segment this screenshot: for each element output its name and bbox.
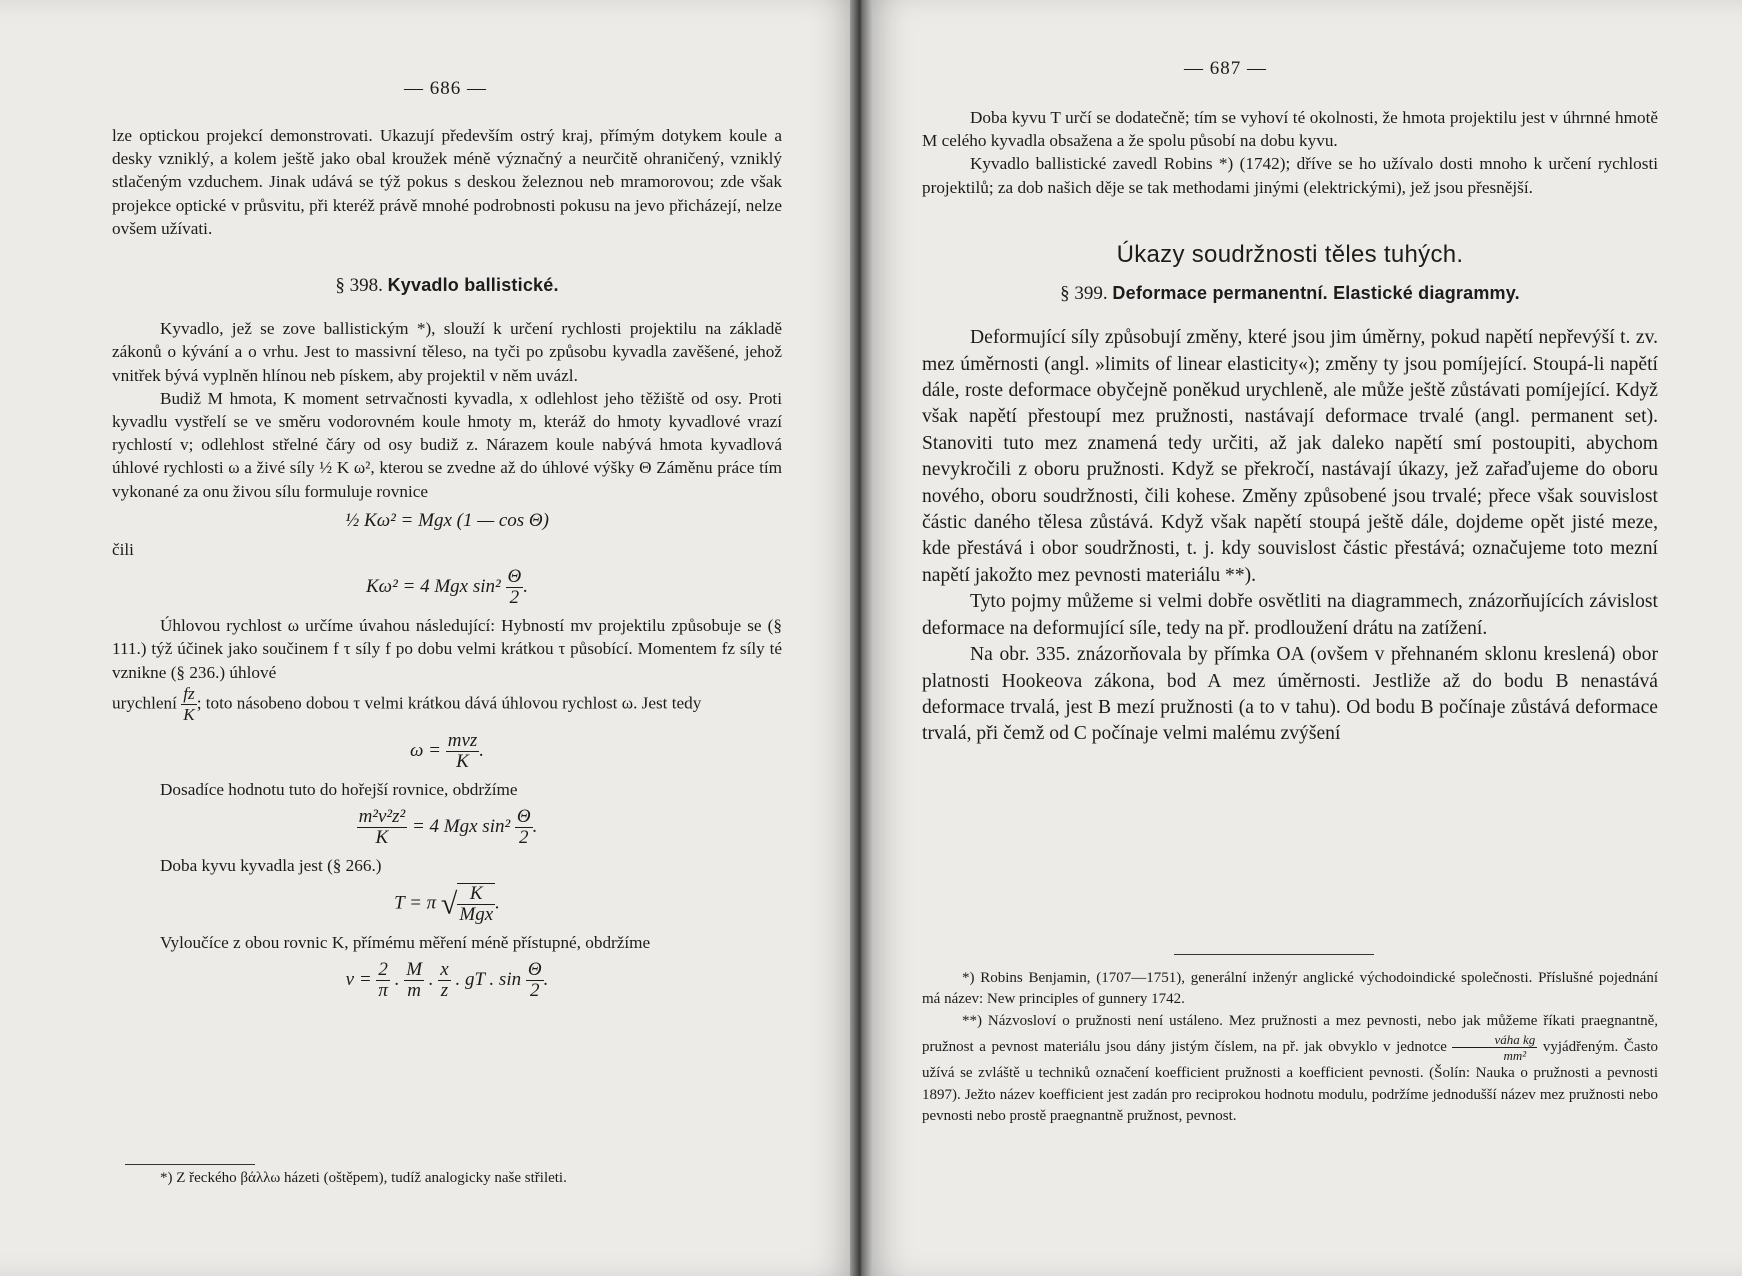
denominator: K xyxy=(183,704,195,724)
eq-part: v = xyxy=(345,969,372,991)
fraction xyxy=(457,884,495,925)
right-page xyxy=(862,0,1742,1276)
equation: $\frac{\text{m²v²z²}}{K}$ = 4 Mgx sin² $\frac{\Theta}{2}$ . xyxy=(358,806,538,849)
footnote: *) Z řeckého βάλλω házeti (oštěpem), tudíž analogicky naše střileti. xyxy=(160,1170,567,1186)
denominator: 2 xyxy=(509,587,520,609)
paragraph: Tyto pojmy můžeme si velmi dobře osvětliti na diagrammech, znázorňujících závislost deformace na deformující síle, tedy na př. prodloužení drátu na zatížení. xyxy=(922,591,1658,639)
denominator: π xyxy=(378,980,388,1002)
footnote-rule xyxy=(125,1164,255,1165)
section-number: § 399. xyxy=(1060,283,1108,305)
equation: ½ Kω² = Mgx (1 — cos Θ) xyxy=(345,509,549,531)
numerator: Θ xyxy=(516,806,531,828)
body-text xyxy=(922,325,1658,748)
fraction xyxy=(1452,1032,1537,1063)
numerator: x xyxy=(440,959,449,981)
footnote xyxy=(922,1011,1658,1128)
book-gutter xyxy=(850,0,872,1276)
fraction xyxy=(404,960,424,1001)
right-text-column xyxy=(922,106,1658,748)
fraction xyxy=(438,960,450,1001)
footnotes xyxy=(922,968,1658,1127)
numerator: fz xyxy=(183,683,195,703)
paragraph: Kyvadlo ballistické zavedl Robins *) (1742); dříve se ho užívalo dosti mnoho k určení rychlosti projektilů; za dob našich děje se tak methodami jinými (elektrickými), jež jsou přesnější. xyxy=(922,154,1658,197)
footnote: *) Robins Benjamin, (1707—1751), generální inženýr anglické východoindické společnosti. Příslušné pojednání má název: New principles of gunnery 1742. xyxy=(922,970,1658,1008)
denominator: m xyxy=(407,980,421,1002)
paragraph: Vyloučíce z obou rovnic K, přímému měření méně přístupné, obdržíme xyxy=(160,933,651,953)
denominator: z xyxy=(440,980,449,1002)
paragraph: Úhlovou rychlost ω určíme úvahou následující: Hybností mv projektilu způsobuje se (§ 111.) týž účinek jako součinem f τ síly f po dobu velmi krátkou τ působící. Momentem fz síly té vznikne (§ 236.) úhlové xyxy=(112,616,782,682)
paragraph: Kyvadlo, jež se zove ballistickým *), slouží k určení rychlosti projektilu na základě zákonů o kývání a o vrhu. Jest to massivní těleso, na tyči po způsobu kyvadla zavěšené, jehož vnitřek bývá vyplněn hlínou neb pískem, aby projektil v něm uvázl. xyxy=(112,319,782,385)
numerator: mvz xyxy=(447,729,478,751)
cili-label: čili xyxy=(112,540,134,560)
numerator: Θ xyxy=(527,959,542,981)
fraction xyxy=(506,567,524,608)
eq-part: . gT . sin xyxy=(455,969,522,991)
fraction xyxy=(526,960,544,1001)
fraction xyxy=(357,807,408,848)
paragraph: Deformující síly způsobují změny, které jsou jim úměrny, pokud napětí nepřevýší t. zv. mez úměrnosti (angl. »limits of linear elasticity«); změny ty jsou pomíjející. Stoupá-li napětí dále, roste deformace obyčejně poněkud urychleně, ale může ještě zůstávati pomíjející. Když však napětí přestoupí mez pružnosti, nastávají deformace trvalé (angl. permanent set). Stanoviti tuto mez znamená tedy určiti, až jak daleko napětí smí postoupiti, abychom nevykročili z oboru pružnosti. Když se překročí, nastávají úkazy, jež zařaďujeme do oboru nového, oboru soudržnosti, čili kohese. Změny způsobené jsou trvalé; přece však souvislost částic daného tělesa zůstává. Když však napětí stoupá ještě dále, dojdeme opět jisté meze, kde přestává i obor soudržnosti, t. j. kdy souvislost částic přestává; označujeme toto mezní napětí jakožto mez pevnosti materiálu **). xyxy=(922,327,1658,586)
numerator: váha kg xyxy=(1452,1032,1537,1048)
page-number: — 686 — xyxy=(404,78,487,99)
page-number: — 687 — xyxy=(1184,58,1267,79)
fraction xyxy=(446,731,480,772)
denominator: 2 xyxy=(529,980,540,1002)
eq-part: = 4 Mgx sin² xyxy=(411,815,511,837)
denominator: 2 xyxy=(519,827,529,849)
paragraph: Doba kyvu kyvadla jest (§ 266.) xyxy=(160,856,382,876)
denominator: K xyxy=(375,827,389,849)
chapter-heading: Úkazy soudržnosti těles tuhých. xyxy=(1116,240,1464,268)
numerator: 2 xyxy=(376,960,390,981)
square-root: √ $\frac{K}{\text{Mgx}}$ xyxy=(440,883,494,926)
numerator: m²v²z² xyxy=(358,806,406,828)
equation: v = $\frac{2}{\pi}$ . $\frac{M}{m}$ . $\frac{x}{z}$ . gT . sin $\frac{\Theta}{2}$ . xyxy=(345,959,549,1002)
section-title: Kyvadlo ballistické. xyxy=(387,275,559,296)
intro-paragraph: lze optickou projekcí demonstrovati. Ukazují především ostrý kraj, přímým dotykem koule a desky vzniklý, a kolem ještě jako obal kroužek méně význačný a neurčitě ohraničený, vzniklý stlačeným vzduchem. Jinak udává se týž pokus s deskou železnou neb mramorovou; zde však projekce optické v průsvitu, při kteréž právě mnohé podrobnosti pokusu na jevo přicházejí, nelze ovšem užívati. xyxy=(112,126,782,238)
text-run: vyjádřeným. Často užívá se zvláště u techniků označení koefficient pružnosti a koefficient pevnosti. (Šolín: Nauka o pružnosti a pevnosti 1897). Ježto název koefficient jest zadán pro reciprokou hodnotu modulu, podržíme jednodušší název mez pružnosti nebo pevnosti nebo prostě praegnantně pružnost, pevnost. xyxy=(922,1039,1658,1125)
fraction xyxy=(376,960,390,1001)
paragraph: Na obr. 335. znázorňovala by přímka OA (ovšem v přehnaném sklonu kreslená) obor platnosti Hookeova zákona, bod A mez úměrnosti. Jestliže až do bodu B nenastává deformace trvalá, jest B mezí pružnosti (a to v tahu). Od bodu B počínaje zůstává deformace trvalá, při čemž od C počínaje velmi malému zvýšení xyxy=(922,644,1658,745)
text-run: ; toto násobeno dobou τ velmi krátkou dává úhlovou rychlost ω. Jest tedy xyxy=(196,693,702,713)
section-heading xyxy=(922,282,1658,305)
section-number: § 398. xyxy=(335,275,383,297)
paragraph xyxy=(112,684,782,725)
denominator: Mgx xyxy=(459,904,494,926)
numerator: Θ xyxy=(507,566,522,588)
equation: Kω² = 4 Mgx sin² $\frac{\Theta}{2}$ . xyxy=(366,566,528,609)
numerator: K xyxy=(457,884,495,905)
eq-part: T = π xyxy=(394,892,437,914)
paragraph: Dosadíce hodnotu tuto do hořejší rovnice, obdržíme xyxy=(160,779,518,799)
section-heading xyxy=(112,274,782,297)
numerator: M xyxy=(406,959,423,981)
text-run: **) Názvosloví o pružnosti není ustáleno. Mez pružnosti a mez pevnosti, nebo jak můžeme říkati praegnantně, pružnost a pevnost materiálu jsou dány jistým číslem, na př. jak obvyklo v jednotce xyxy=(922,1012,1658,1056)
text-run: urychlení xyxy=(112,693,177,713)
denominator: mm² xyxy=(1503,1048,1527,1064)
fraction xyxy=(515,807,533,848)
paragraph: Budiž M hmota, K moment setrvačnosti kyvadla, x odlehlost jeho těžiště od osy. Proti kyvadlu vystřelí se ve směru vodorovném koule hmoty m, kteráž do hmoty kyvadlové vrazí rychlostí v; odlehlost střelné čáry od osy budiž z. Nárazem koule nabývá hmota kyvadlová úhlové rychlosti ω a živé síly ½ K ω², kterou se zvedne až do úhlové výšky Θ Záměnu práce tím vykonané za onu živou sílu formuluje rovnice xyxy=(112,388,782,501)
equation: ω = $\frac{\text{mvz}}{K}$ . xyxy=(409,729,485,772)
denominator: K xyxy=(456,750,469,772)
section-title: Deformace permanentní. Elastické diagrammy. xyxy=(1112,283,1520,304)
eq-part: ω = xyxy=(409,739,441,761)
fraction xyxy=(181,684,196,725)
left-page xyxy=(0,0,862,1276)
left-text-column xyxy=(112,124,782,1007)
paragraph: Doba kyvu T určí se dodatečně; tím se vyhoví té okolnosti, že hmota projektilu jest v úhrnné hmotě M celého kyvadla obsažena a že spolu působí na dobu kyvu. xyxy=(922,108,1658,151)
equation: T = π √ $\frac{K}{\text{Mgx}}$ . xyxy=(394,883,500,926)
footnote-rule xyxy=(1174,954,1374,955)
eq-part: Kω² = 4 Mgx sin² xyxy=(366,576,501,598)
